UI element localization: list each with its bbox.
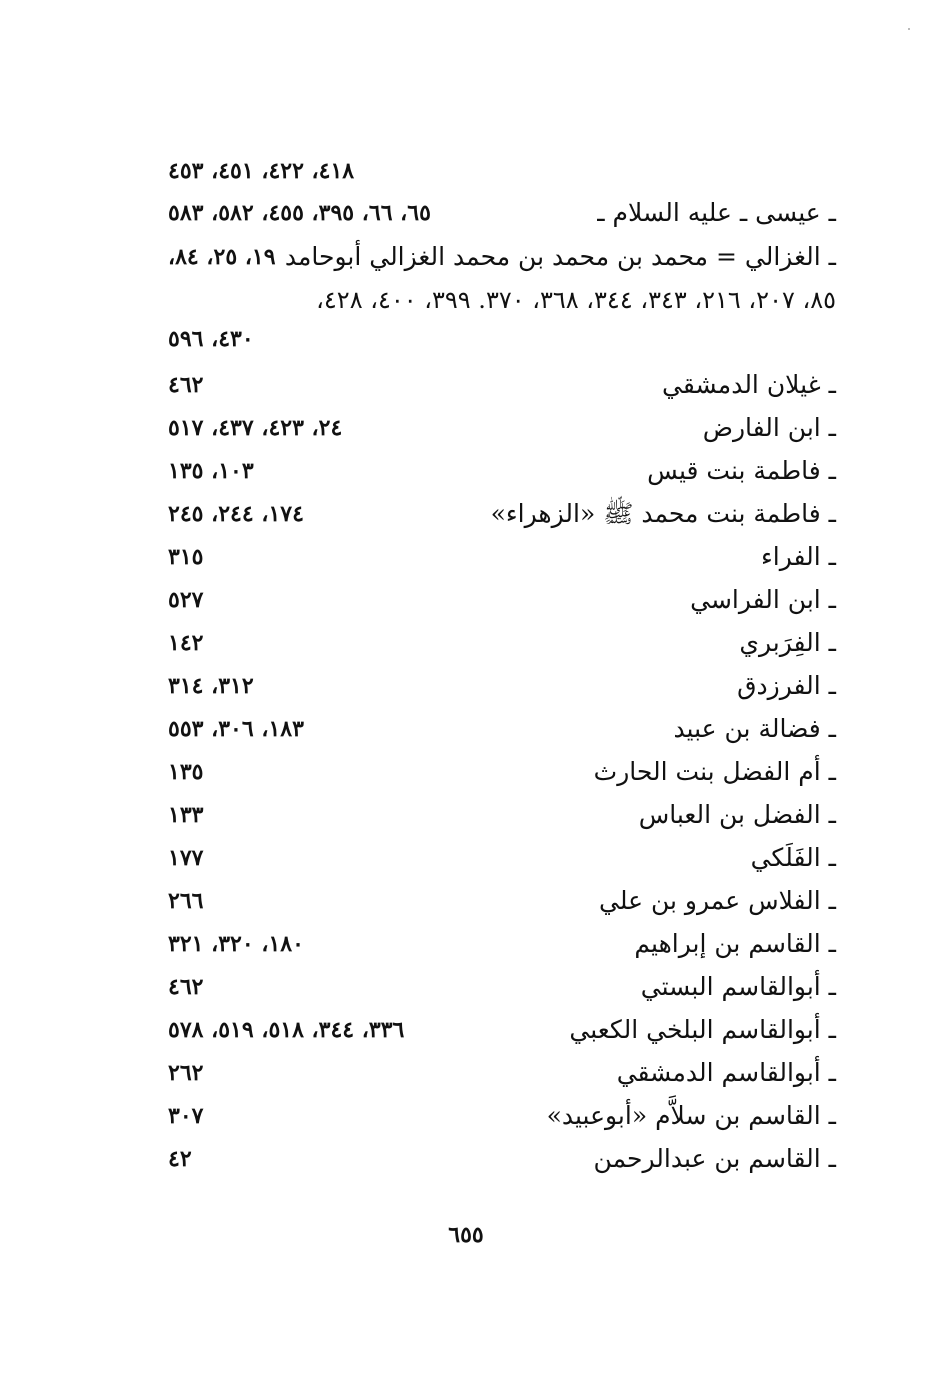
page-references: ٥٢٧: [168, 587, 204, 613]
index-entry: [168, 1009, 836, 1051]
index-entry: [168, 622, 836, 664]
entry-name: ـ ابن الفارض: [702, 413, 836, 442]
index-entry: [168, 880, 836, 922]
page-references: ٣١٢، ٣١٤: [168, 673, 254, 699]
index-entry: [168, 579, 836, 621]
index-line-continuation: [168, 150, 836, 192]
page-references: ١٠٣، ١٣٥: [168, 458, 254, 484]
entry-name: ـ ابن الفراسي: [690, 585, 836, 614]
entry-name: ـ الغزالي = محمد بن محمد بن محمد الغزالي أبوحامد: [284, 242, 836, 271]
index-entry: [168, 665, 836, 707]
index-entry: [168, 837, 836, 879]
index-entry: [168, 1095, 836, 1137]
page-references: ٢٤، ٤٢٣، ٤٣٧، ٥١٧: [168, 415, 343, 441]
entry-name: ـ الفَلَكي: [750, 843, 836, 872]
page-references: ٦٥، ٦٦، ٣٩٥، ٤٥٥، ٥٨٢، ٥٨٣: [168, 200, 431, 226]
page-references: ٢٦٢: [168, 1060, 204, 1086]
scan-mark: [908, 28, 910, 30]
index-entry: [168, 794, 836, 836]
index-line-continuation: [168, 318, 836, 360]
entry-name: ـ فاطمة بنت محمد ﷺ «الزهراء»: [490, 499, 836, 528]
page-references: ٣٠٧: [168, 1103, 204, 1129]
page-references: ٤٦٢: [168, 974, 204, 1000]
entry-name: ـ فاطمة بنت قيس: [647, 456, 836, 485]
page-references: ٤٦٢: [168, 372, 204, 398]
page-references: ٤١٨، ٤٢٢، ٤٥١، ٤٥٣: [168, 158, 355, 184]
page-references: ٣١٥: [168, 544, 204, 570]
entry-name: ـ عيسى ـ عليه السلام ـ: [597, 198, 836, 227]
index-entry: [168, 236, 836, 278]
page-references: ٤٢: [168, 1146, 192, 1172]
index-entry: [168, 192, 836, 234]
page-references: ١٣٥: [168, 759, 204, 785]
entry-name: ـ أبوالقاسم الدمشقي: [616, 1058, 836, 1087]
entry-name: ـ الفضل بن العباس: [638, 800, 836, 829]
entry-name: ـ أبوالقاسم البلخي الكعبي: [569, 1015, 836, 1044]
page-references: ١٤٢: [168, 630, 204, 656]
entry-name: ـ الفِرَبري: [739, 628, 836, 657]
page-references: ١٧٤، ٢٤٤، ٢٤٥: [168, 501, 304, 527]
page-number: ٦٥٥: [448, 1222, 484, 1248]
page-references-full-line: ٨٥، ٢٠٧، ٢١٦، ٣٤٣، ٣٤٤، ٣٦٨، ٣٧٠. ٣٩٩، ٤٠٠، ٤٢٨،: [316, 286, 836, 314]
index-entry: [168, 536, 836, 578]
page-references: ٣٣٦، ٣٤٤، ٥١٨، ٥١٩، ٥٧٨: [168, 1017, 405, 1043]
page-references: ٤٣٠، ٥٩٦: [168, 326, 254, 352]
index-entry: [168, 966, 836, 1008]
page-references: ١٨٣، ٣٠٦، ٥٥٣: [168, 716, 304, 742]
page-references: ١٩، ٢٥، ٨٤،: [168, 244, 276, 270]
index-entry: [168, 450, 836, 492]
index-entry: [168, 751, 836, 793]
page-references: ١٨٠، ٣٢٠، ٣٢١: [168, 931, 304, 957]
entry-name: ـ القاسم بن عبدالرحمن: [593, 1144, 836, 1173]
index-entry: [168, 364, 836, 406]
index-entry: [168, 1138, 836, 1180]
index-entry: [168, 923, 836, 965]
entry-name: ـ القاسم بن إبراهيم: [634, 929, 836, 958]
index-line-continuation: [168, 279, 836, 321]
page-references: ٢٦٦: [168, 888, 204, 914]
entry-name: ـ أم الفضل بنت الحارث: [593, 757, 836, 786]
entry-name: ـ فضالة بن عبيد: [673, 714, 836, 743]
entry-name: ـ غيلان الدمشقي: [662, 370, 836, 399]
index-entry: [168, 708, 836, 750]
entry-name: ـ الفراء: [761, 542, 836, 571]
entry-name: ـ القاسم بن سلاَّم «أبوعبيد»: [546, 1101, 836, 1130]
entry-name: ـ الفلاس عمرو بن علي: [598, 886, 836, 915]
page-references: ١٣٣: [168, 802, 204, 828]
index-entry: [168, 493, 836, 535]
entry-name: ـ أبوالقاسم البستي: [640, 972, 836, 1001]
index-entry: [168, 407, 836, 449]
page-references: ١٧٧: [168, 845, 204, 871]
index-entry: [168, 1052, 836, 1094]
entry-name: ـ الفرزدق: [737, 671, 836, 700]
